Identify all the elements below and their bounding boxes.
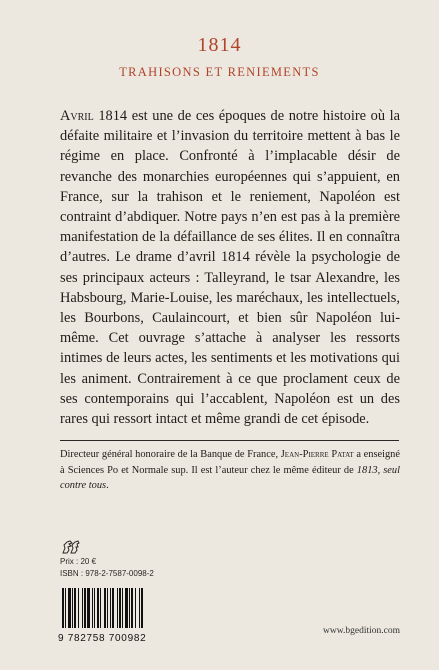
price-label: Prix : 20 € — [60, 557, 97, 566]
barcode-bar — [92, 588, 93, 628]
barcode-bar — [117, 588, 118, 628]
horse-head-logo-icon — [60, 539, 80, 555]
author-middle: a enseigné à Sciences Po et Normale sup. Il est l’auteur chez le même éditeur de — [60, 449, 400, 476]
previous-book-title: 1813, seul contre tous — [60, 464, 400, 491]
barcode-bar — [97, 588, 99, 628]
author-intro: Directeur général honoraire de la Banque de France, — [60, 449, 281, 460]
barcode-bar — [82, 588, 83, 628]
barcode — [60, 588, 172, 636]
isbn-label: ISBN : 978-2-7587-0098-2 — [60, 569, 154, 578]
barcode-bar — [87, 588, 90, 628]
section-divider — [60, 440, 399, 441]
barcode-bar — [74, 588, 76, 628]
barcode-bar — [65, 588, 66, 628]
barcode-bar — [104, 588, 106, 628]
barcode-bar — [122, 588, 123, 628]
barcode-bar — [84, 588, 86, 628]
barcode-bar — [141, 588, 143, 628]
barcode-bar — [125, 588, 128, 628]
author-name: Jean-Pierre Patat — [280, 449, 354, 460]
barcode-number: 9 782758 700982 — [58, 633, 147, 644]
barcode-bar — [119, 588, 121, 628]
barcode-bar — [72, 588, 73, 628]
barcode-bar — [94, 588, 95, 628]
barcode-bar — [135, 588, 136, 628]
blurb-lead-word: Avril — [60, 108, 94, 124]
blurb-paragraph — [60, 106, 400, 429]
barcode-bar — [100, 588, 101, 628]
book-subtitle: TRAHISONS ET RENIEMENTS — [119, 65, 320, 79]
barcode-bar — [129, 588, 130, 628]
barcode-bar — [112, 588, 114, 628]
barcode-bar — [139, 588, 140, 628]
barcode-bar — [62, 588, 64, 628]
barcode-bar — [110, 588, 111, 628]
book-title: 1814 — [197, 34, 242, 56]
author-end: . — [106, 480, 109, 491]
publisher-website: www.bgedition.com — [323, 626, 400, 636]
barcode-bar — [131, 588, 133, 628]
barcode-bar — [68, 588, 71, 628]
author-bio — [60, 447, 400, 494]
barcode-bar — [107, 588, 108, 628]
barcode-bar — [78, 588, 79, 628]
blurb-text: 1814 est une de ces époques de notre histoire où la défaite militaire et l’invasion du territoire mettent à bas le régime en place. Confronté à l’implacable désir de revanche des monarchies européennes qui s’appuient, en France, sur la trahison et le reniement, Napoléon est contraint d’abdiquer. Notre pays n’en est pas à la première manifestation de la défaillance de ses élites. Il en connaîtra d’autres. Le drame d’avril 1814 révèle la psychologie de ses principaux acteurs : Talleyrand, le tsar Alexandre, les Habsbourg, Marie-Louise, les maréchaux, les intellectuels, les Bourbons, Caulaincourt, et bien sûr Napoléon lui-même. Cet ouvrage s’attache à analyser les ressorts intimes de leurs actes, les sentiments et les motivations qui les animent. Contrairement à ce que proclament ceux de ses contemporains qui l’accablent, Napoléon est un des rares qui ressort intact et même grandi de cet épisode. — [60, 108, 400, 428]
